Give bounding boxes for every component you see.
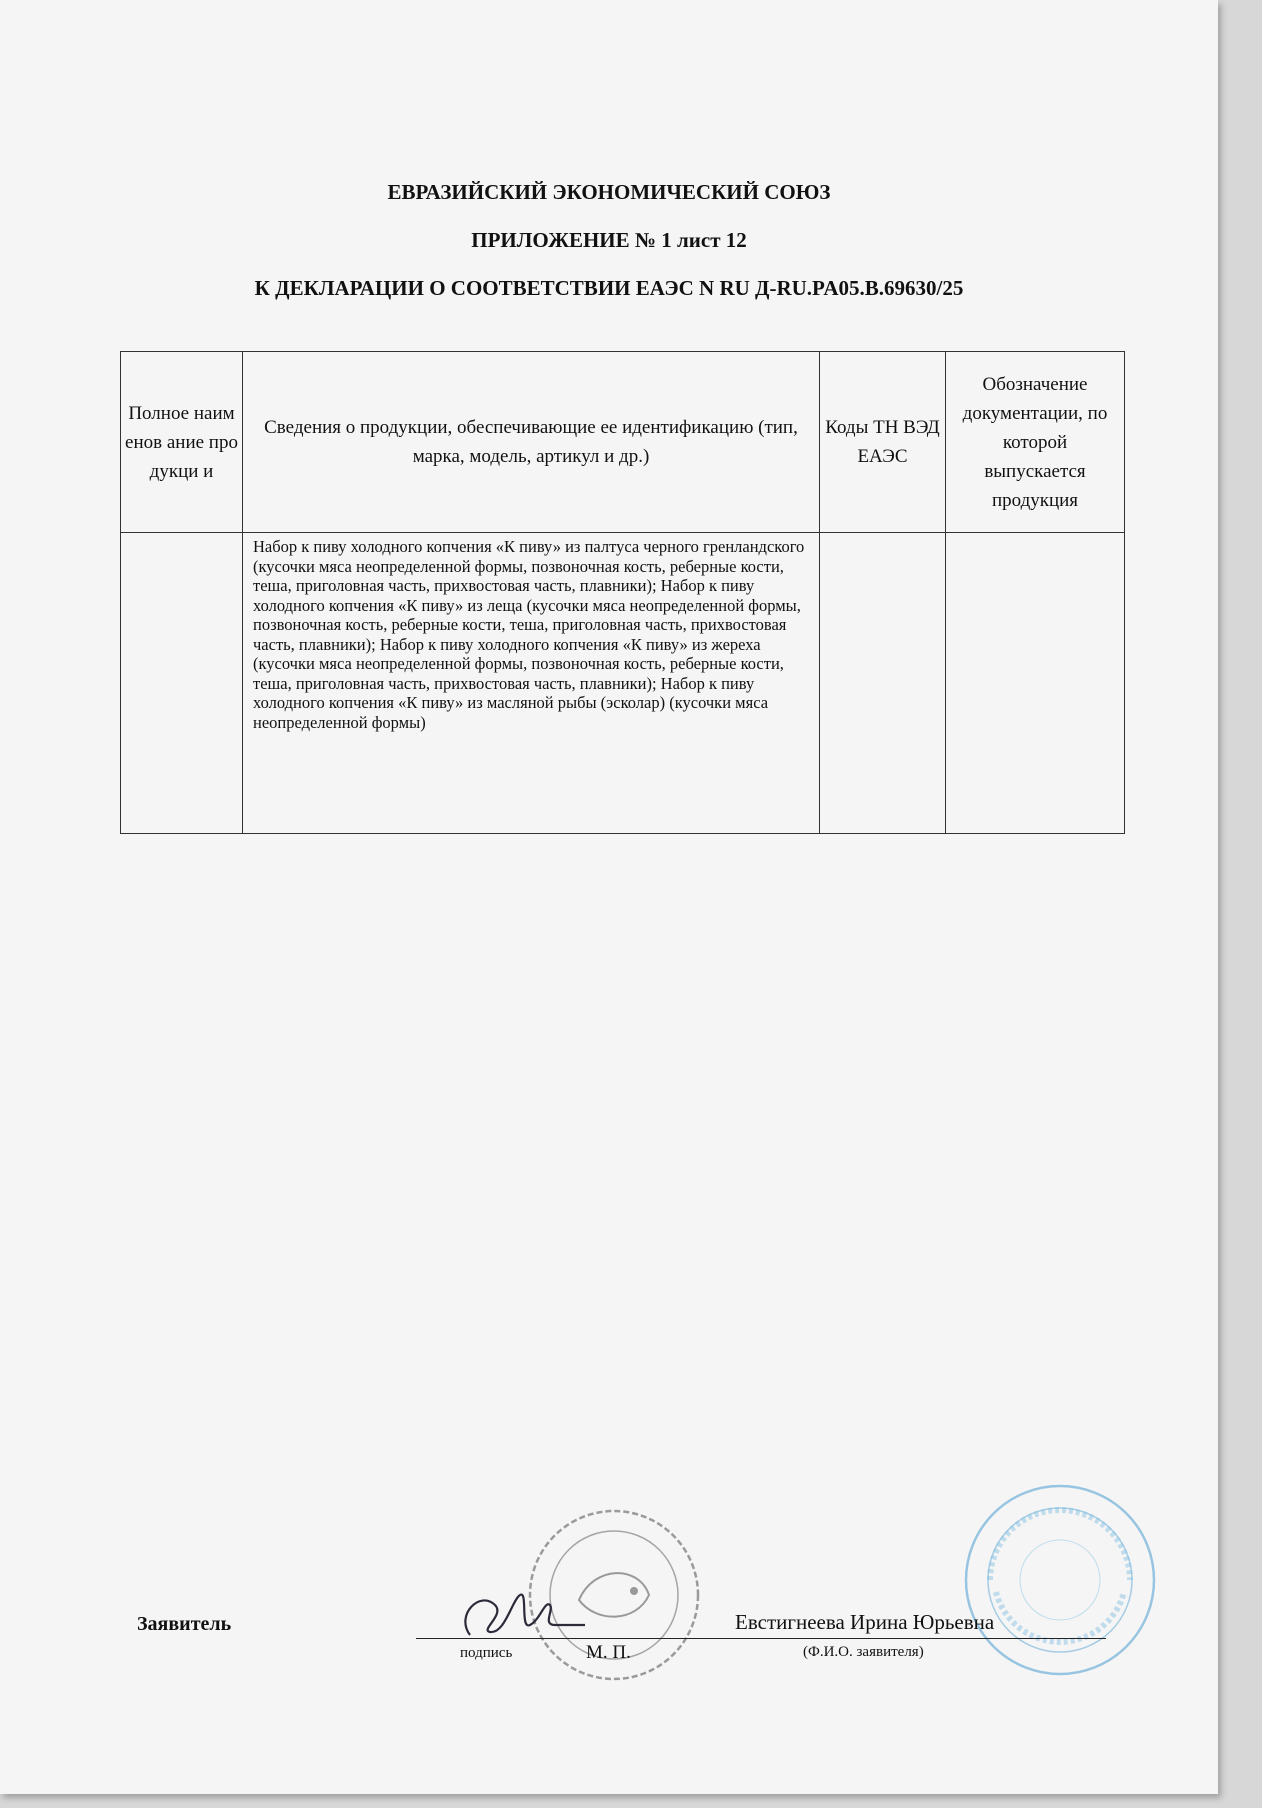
stamp-caption: М. П. <box>586 1642 631 1663</box>
table-header-row <box>121 352 1125 533</box>
cell-product-info: Набор к пиву холодного копчения «К пиву» из палтуса черного гренландского (кусочки мяса неопределенной формы, позвоночная кость, реберные кости, теша, приголовная часть, прихвостовая часть, плавники); Набор к пиву холодного копчения «К пиву» из леща (кусочки мяса неопределенной формы, позвоночная кость, реберные кости, теша, приголовная часть, прихвостовая часть, плавники); Набор к пиву холодного копчения «К пиву» из жереха (кусочки мяса неопределенной формы, позвоночная кость, реберные кости, теша, приголовная часть, прихвостовая часть, плавники); Набор к пиву холодного копчения «К пиву» из масляной рыбы (эсколар) (кусочки мяса неопределенной формы) <box>243 533 820 834</box>
table-row <box>121 533 1125 834</box>
cell-product-name <box>121 533 243 834</box>
applicant-label: Заявитель <box>137 1613 232 1635</box>
header-documentation: Обозначение документации, по которой выпускается продукция <box>946 352 1125 533</box>
product-table <box>120 351 1125 834</box>
appendix-title: ПРИЛОЖЕНИЕ № 1 лист 12 <box>471 228 747 252</box>
declaration-title: К ДЕКЛАРАЦИИ О СООТВЕТСТВИИ ЕАЭС N RU Д-RU.PA05.B.69630/25 <box>254 276 964 300</box>
signature-caption: подпись <box>460 1645 513 1661</box>
header-product-name: Полное наименов ание продукци и <box>121 352 243 533</box>
company-seal-blue-icon <box>960 1480 1160 1680</box>
cell-documentation <box>946 533 1125 834</box>
header-hs-codes: Коды ТН ВЭД ЕАЭС <box>820 352 946 533</box>
cell-hs-codes <box>820 533 946 834</box>
document-header <box>0 168 1218 312</box>
applicant-name: Евстигнеева Ирина Юрьевна <box>735 1610 995 1634</box>
union-title: ЕВРАЗИЙСКИЙ ЭКОНОМИЧЕСКИЙ СОЮЗ <box>387 180 831 204</box>
header-product-info: Сведения о продукции, обеспечивающие ее идентификацию (тип, марка, модель, артикул и др.) <box>243 352 820 533</box>
handwritten-signature-icon <box>450 1580 590 1650</box>
signature-block <box>0 1590 1218 1750</box>
name-caption: (Ф.И.О. заявителя) <box>803 1644 924 1660</box>
